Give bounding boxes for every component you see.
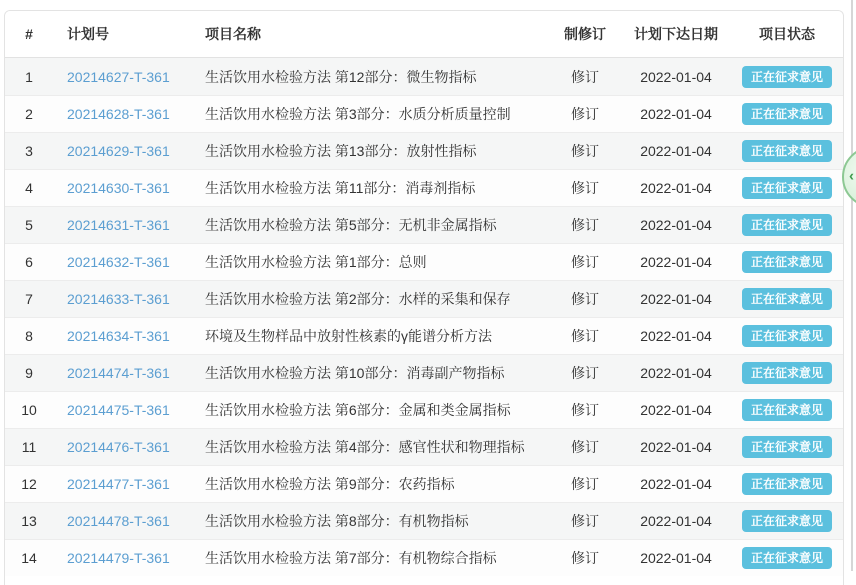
- status-badge[interactable]: 正在征求意见: [742, 547, 832, 569]
- col-header-plan-no: 计划号: [67, 26, 109, 42]
- issue-date: 2022-01-04: [640, 402, 712, 418]
- plan-number-link[interactable]: 20214474-T-361: [67, 365, 170, 381]
- project-name: 生活饮用水检验方法 第8部分：有机物指标: [205, 513, 469, 529]
- revision-type: 修订: [571, 550, 599, 566]
- row-index: 9: [25, 365, 33, 381]
- row-index: 14: [21, 550, 37, 566]
- status-badge[interactable]: 正在征求意见: [742, 103, 832, 125]
- status-badge[interactable]: 正在征求意见: [742, 510, 832, 532]
- standards-table-panel: [4, 10, 844, 585]
- status-badge[interactable]: 正在征求意见: [742, 177, 832, 199]
- floating-widget-button[interactable]: [842, 146, 856, 208]
- row-index: 13: [21, 513, 37, 529]
- plan-number-link[interactable]: 20214479-T-361: [67, 550, 170, 566]
- row-index: 2: [25, 106, 33, 122]
- status-badge[interactable]: 正在征求意见: [742, 140, 832, 162]
- row-index: 12: [21, 476, 37, 492]
- table-row: [5, 502, 843, 539]
- table-row: [5, 95, 843, 132]
- table-row: [5, 132, 843, 169]
- status-badge[interactable]: 正在征求意见: [742, 251, 832, 273]
- issue-date: 2022-01-04: [640, 217, 712, 233]
- table-row: [5, 169, 843, 206]
- table-row: [5, 58, 843, 95]
- issue-date: 2022-01-04: [640, 439, 712, 455]
- row-index: 11: [21, 439, 37, 455]
- plan-number-link[interactable]: 20214631-T-361: [67, 217, 170, 233]
- issue-date: 2022-01-04: [640, 550, 712, 566]
- table-row: [5, 539, 843, 576]
- revision-type: 修订: [571, 254, 599, 270]
- plan-number-link[interactable]: 20214475-T-361: [67, 402, 170, 418]
- issue-date: 2022-01-04: [640, 513, 712, 529]
- col-header-revision: 制修订: [564, 26, 606, 42]
- col-header-status: 项目状态: [759, 26, 815, 42]
- project-name: 环境及生物样品中放射性核素的γ能谱分析方法: [205, 328, 492, 344]
- row-index: 4: [25, 180, 33, 196]
- project-name: 生活饮用水检验方法 第1部分：总则: [205, 254, 427, 270]
- revision-type: 修订: [571, 106, 599, 122]
- table-row: [5, 317, 843, 354]
- table-row: [5, 280, 843, 317]
- project-name: 生活饮用水检验方法 第9部分：农药指标: [205, 476, 455, 492]
- row-index: 3: [25, 143, 33, 159]
- project-name: 生活饮用水检验方法 第11部分：消毒剂指标: [205, 180, 476, 196]
- table-row: [5, 428, 843, 465]
- table-row: [5, 243, 843, 280]
- plan-number-link[interactable]: 20214629-T-361: [67, 143, 170, 159]
- project-name: 生活饮用水检验方法 第12部分：微生物指标: [205, 68, 477, 85]
- revision-type: 修订: [571, 365, 599, 381]
- revision-type: 修订: [571, 402, 599, 418]
- project-name: 生活饮用水检验方法 第6部分：金属和类金属指标: [205, 402, 511, 418]
- plan-number-link[interactable]: 20214633-T-361: [67, 291, 170, 307]
- status-badge[interactable]: 正在征求意见: [742, 214, 832, 236]
- plan-number-link[interactable]: 20214476-T-361: [67, 439, 170, 455]
- status-badge[interactable]: 正在征求意见: [742, 362, 832, 384]
- plan-number-link[interactable]: 20214630-T-361: [67, 180, 170, 196]
- row-index: 1: [25, 68, 33, 85]
- issue-date: 2022-01-04: [640, 328, 712, 344]
- status-badge[interactable]: 正在征求意见: [742, 66, 832, 88]
- project-name: 生活饮用水检验方法 第10部分：消毒副产物指标: [205, 365, 505, 381]
- revision-type: 修订: [571, 328, 599, 344]
- revision-type: 修订: [571, 513, 599, 529]
- table-header-row: [5, 11, 843, 58]
- plan-number-link[interactable]: 20214478-T-361: [67, 513, 170, 529]
- table-row: [5, 206, 843, 243]
- row-index: 7: [25, 291, 33, 307]
- revision-type: 修订: [571, 291, 599, 307]
- scrollbar-track[interactable]: [851, 0, 853, 571]
- project-name: 生活饮用水检验方法 第3部分：水质分析质量控制: [205, 106, 511, 122]
- issue-date: 2022-01-04: [640, 180, 712, 196]
- project-name: 生活饮用水检验方法 第2部分：水样的采集和保存: [205, 291, 511, 307]
- col-header-index: #: [25, 26, 33, 42]
- issue-date: 2022-01-04: [640, 254, 712, 270]
- revision-type: 修订: [571, 180, 599, 196]
- row-index: 8: [25, 328, 33, 344]
- issue-date: 2022-01-04: [640, 291, 712, 307]
- project-name: 生活饮用水检验方法 第5部分：无机非金属指标: [205, 217, 497, 233]
- plan-number-link[interactable]: 20214627-T-361: [67, 68, 170, 85]
- plan-number-link[interactable]: 20214628-T-361: [67, 106, 170, 122]
- table-row: [5, 465, 843, 502]
- status-badge[interactable]: 正在征求意见: [742, 473, 832, 495]
- issue-date: 2022-01-04: [640, 106, 712, 122]
- plan-number-link[interactable]: 20214634-T-361: [67, 328, 170, 344]
- status-badge[interactable]: 正在征求意见: [742, 325, 832, 347]
- status-badge[interactable]: 正在征求意见: [742, 288, 832, 310]
- plan-number-link[interactable]: 20214477-T-361: [67, 476, 170, 492]
- status-badge[interactable]: 正在征求意见: [742, 436, 832, 458]
- col-header-name: 项目名称: [205, 26, 261, 42]
- revision-type: 修订: [571, 68, 599, 85]
- row-index: 6: [25, 254, 33, 270]
- chevron-left-icon: ‹: [849, 167, 854, 185]
- table-row: [5, 391, 843, 428]
- revision-type: 修订: [571, 217, 599, 233]
- project-name: 生活饮用水检验方法 第13部分：放射性指标: [205, 143, 477, 159]
- col-header-issue-date: 计划下达日期: [634, 26, 718, 42]
- plan-number-link[interactable]: 20214632-T-361: [67, 254, 170, 270]
- revision-type: 修订: [571, 476, 599, 492]
- row-index: 10: [21, 402, 37, 418]
- project-name: 生活饮用水检验方法 第7部分：有机物综合指标: [205, 550, 497, 566]
- project-name: 生活饮用水检验方法 第4部分：感官性状和物理指标: [205, 439, 525, 455]
- status-badge[interactable]: 正在征求意见: [742, 399, 832, 421]
- row-index: 5: [25, 217, 33, 233]
- revision-type: 修订: [571, 143, 599, 159]
- issue-date: 2022-01-04: [640, 476, 712, 492]
- issue-date: 2022-01-04: [640, 68, 712, 85]
- table-row: [5, 354, 843, 391]
- issue-date: 2022-01-04: [640, 143, 712, 159]
- revision-type: 修订: [571, 439, 599, 455]
- issue-date: 2022-01-04: [640, 365, 712, 381]
- table-body: [5, 58, 843, 576]
